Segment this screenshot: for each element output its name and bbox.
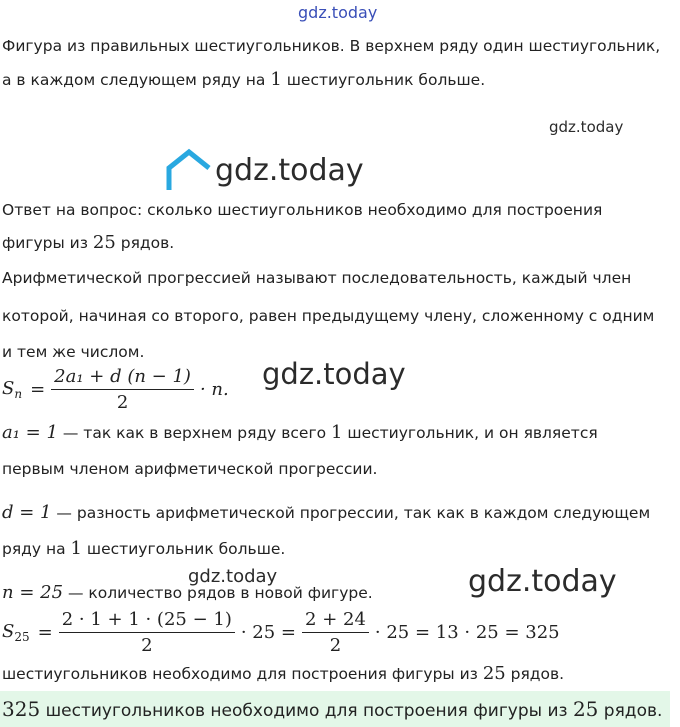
- watermark: gdz.today: [188, 566, 278, 587]
- d-text: ряду на: [2, 540, 71, 558]
- number: 25: [482, 663, 506, 684]
- intro-line-2: [2, 70, 485, 90]
- watermark: gdz.today: [262, 357, 406, 391]
- intro-text: шестиугольник больше.: [281, 71, 486, 89]
- watermark-top: gdz.today: [298, 3, 378, 22]
- house-roof-icon: [165, 148, 213, 192]
- n-expression: n = 25: [2, 582, 64, 603]
- conclusion-line: [2, 664, 564, 684]
- d-line-2: [2, 539, 285, 559]
- d-text: — разность арифметической прогрессии, так как в каждом следующем: [51, 504, 651, 522]
- number: 1: [70, 538, 82, 559]
- number: 25: [572, 697, 599, 721]
- fraction-denominator: 2: [141, 635, 153, 656]
- computation-formula: [2, 609, 560, 656]
- fraction-numerator: 2a₁ + d (n − 1): [51, 366, 194, 390]
- d-expression: d = 1: [2, 502, 52, 523]
- watermark: gdz.today: [549, 118, 624, 136]
- number: 1: [270, 69, 282, 90]
- number: 1: [331, 422, 343, 443]
- d-line-1: [2, 503, 650, 523]
- definition-line-1: Арифметической прогрессией называют последовательность, каждый член: [2, 269, 632, 287]
- fraction-numerator: 2 + 24: [302, 609, 369, 633]
- answer-number: 325: [2, 697, 41, 721]
- formula-eq: =: [30, 379, 46, 400]
- number: 25: [92, 232, 116, 253]
- answer-box: [0, 691, 670, 727]
- formula-tail: · n.: [199, 379, 229, 400]
- question-line-1: Ответ на вопрос: сколько шестиугольников необходимо для построения: [2, 201, 603, 219]
- definition-line-3: и тем же числом.: [2, 343, 145, 361]
- definition-line-2: которой, начиная со второго, равен предыдущему члену, сложенному с одним: [2, 307, 655, 325]
- question-text: фигуры из: [2, 234, 93, 252]
- a1-line-1: [2, 423, 598, 443]
- a1-expression: a₁ = 1: [2, 422, 58, 443]
- formula-lhs: $S_n$: [2, 378, 23, 401]
- logo-text: gdz.today: [215, 152, 364, 188]
- fraction-denominator: 2: [329, 635, 342, 656]
- d-text: шестиугольник больше.: [82, 540, 286, 558]
- formula-fraction: [51, 366, 194, 413]
- conclusion-text: шестиугольников необходимо для построения фигуры из: [2, 665, 483, 683]
- formula-eq: =: [37, 622, 53, 643]
- conclusion-text: рядов.: [505, 665, 565, 683]
- n-text: — количество рядов в новой фигуре.: [63, 584, 373, 602]
- formula-fraction-2: [302, 609, 369, 656]
- watermark: gdz.today: [468, 564, 617, 599]
- formula-mid: · 25 =: [240, 622, 297, 643]
- fraction-numerator: 2 · 1 + 1 · (25 − 1): [59, 609, 235, 633]
- sum-formula: [2, 366, 229, 413]
- question-line-2: [2, 233, 174, 253]
- fraction-denominator: 2: [116, 392, 129, 413]
- answer-text: 325 шестиугольников необходимо для построения фигуры из 25 рядов.: [2, 697, 663, 721]
- formula-tail: · 25 = 13 · 25 = 325: [374, 622, 560, 643]
- n-line: [2, 583, 373, 603]
- site-logo: [165, 148, 364, 192]
- a1-text: шестиугольник, и он является: [342, 424, 598, 442]
- question-text: рядов.: [115, 234, 175, 252]
- formula-lhs: $S_{25}$: [2, 621, 30, 644]
- a1-text: — так как в верхнем ряду всего: [57, 424, 332, 442]
- a1-line-2: первым членом арифметической прогрессии.: [2, 460, 378, 478]
- intro-line-1: Фигура из правильных шестиугольников. В верхнем ряду один шестиугольник,: [2, 37, 661, 55]
- intro-text: а в каждом следующем ряду на: [2, 71, 271, 89]
- formula-fraction-1: [59, 609, 235, 656]
